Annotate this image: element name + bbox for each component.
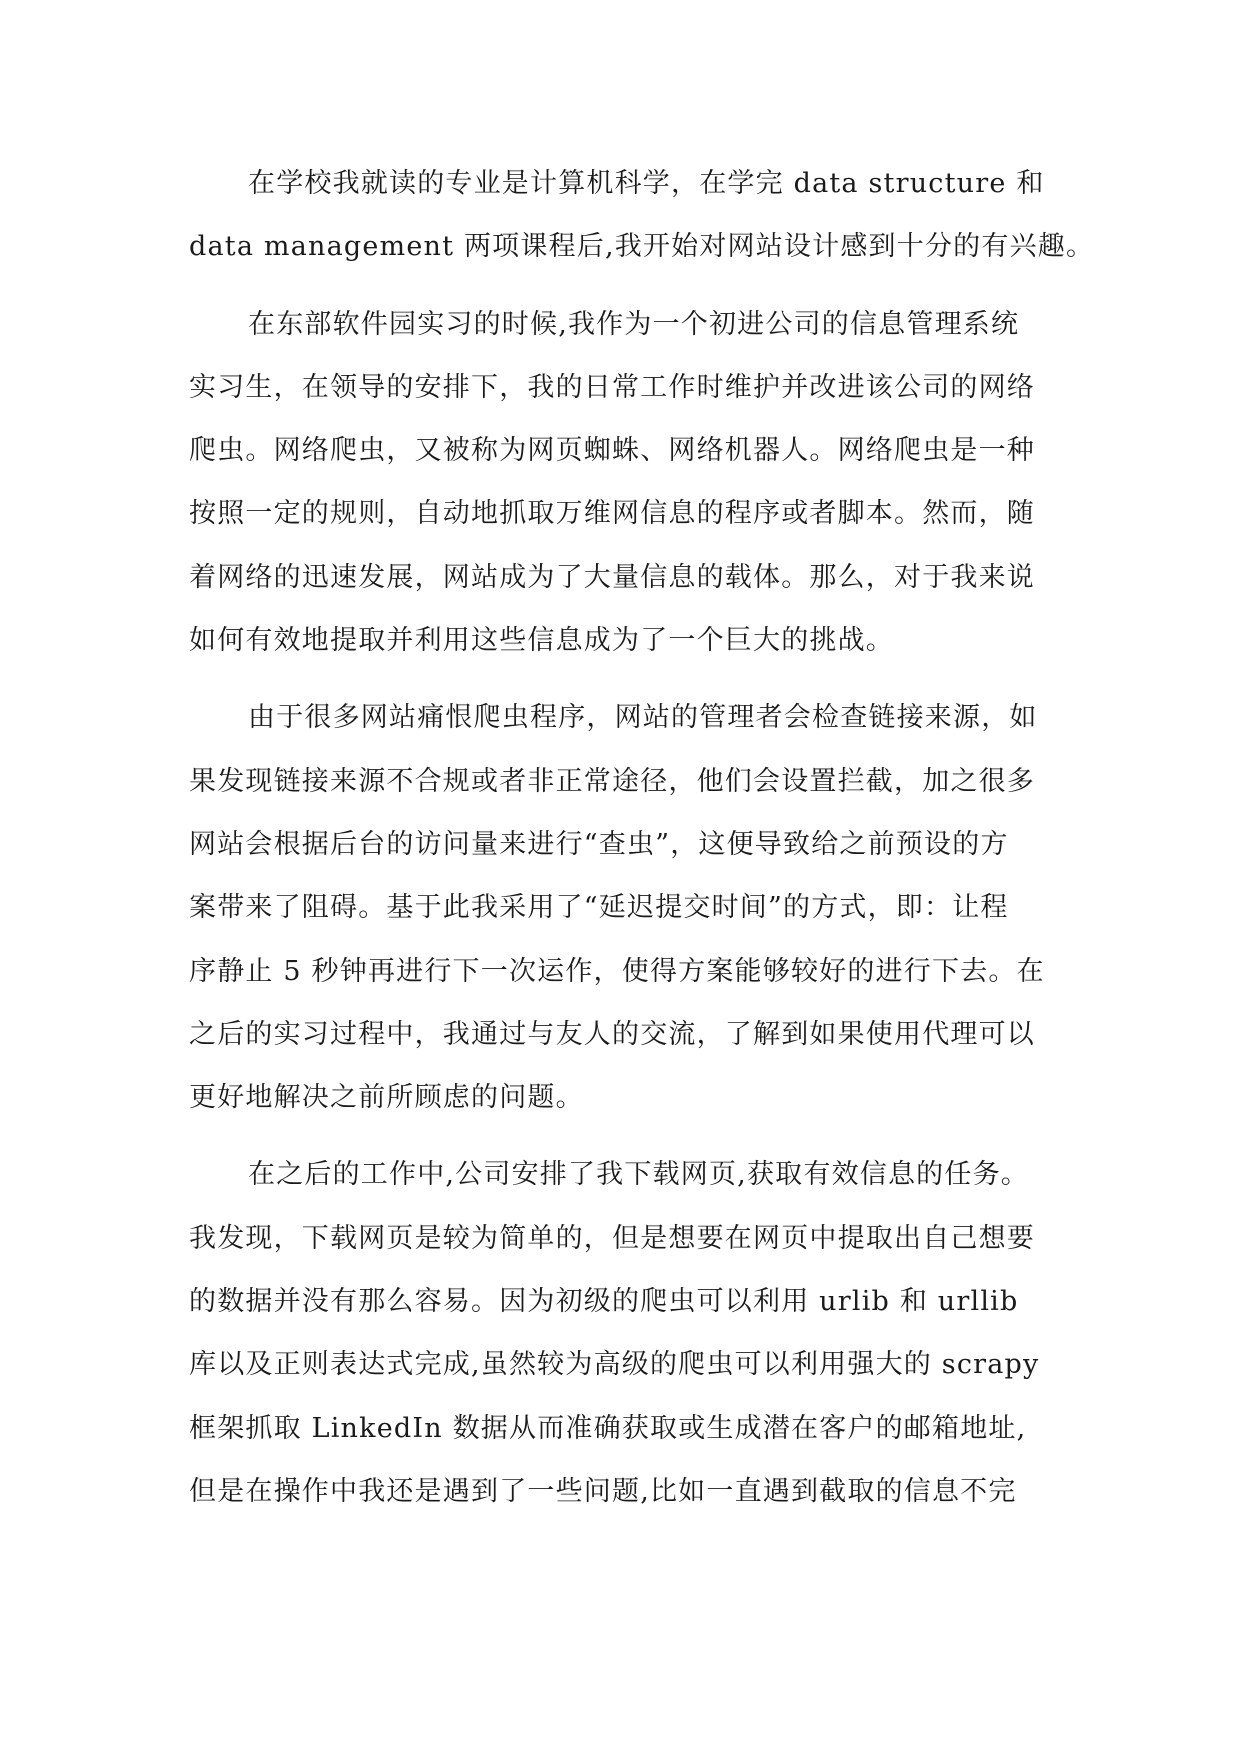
text-line: 框架抓取 LinkedIn 数据从而准确获取或生成潜在客户的邮箱地址, (189, 1412, 1027, 1444)
text-line: 爬虫。网络爬虫，又被称为网页蜘蛛、网络机器人。网络爬虫是一种 (189, 435, 1035, 467)
text-line: 序静止 5 秒钟再进行下一次运作，使得方案能够较好的进行下去。在 (189, 955, 1045, 987)
text-line: 在之后的工作中,公司安排了我下载网页,获取有效信息的任务。 (248, 1159, 1029, 1191)
paragraph-4 (189, 1143, 1049, 1523)
paragraph-3 (189, 686, 1049, 1129)
document-body (189, 152, 1095, 1537)
text-line: 但是在操作中我还是遇到了一些问题,比如一直遇到截取的信息不完 (189, 1475, 1017, 1507)
text-line: 在学校我就读的专业是计算机科学，在学完 data structure 和 (248, 168, 1045, 199)
text-line: 网站会根据后台的访问量来进行“查虫”，这便导致给之前预设的方 (189, 828, 1009, 860)
text-line: 实习生，在领导的安排下，我的日常工作时维护并改进该公司的网络 (189, 371, 1035, 403)
text-line: 果发现链接来源不合规或者非正常途径，他们会设置拦截，加之很多 (189, 765, 1035, 797)
text-line: 如何有效地提取并利用这些信息成为了一个巨大的挑战。 (189, 625, 894, 657)
paragraph-2 (189, 293, 1049, 673)
text-line: 更好地解决之前所顾虑的问题。 (189, 1082, 584, 1114)
text-line: data management 两项课程后,我开始对网站设计感到十分的有兴趣。 (189, 231, 1095, 263)
text-line: 在东部软件园实习的时候,我作为一个初进公司的信息管理系统 (248, 308, 1020, 340)
text-line: 着网络的迅速发展，网站成为了大量信息的载体。那么，对于我来说 (189, 561, 1035, 593)
text-line: 之后的实习过程中，我通过与友人的交流，了解到如果使用代理可以 (189, 1018, 1035, 1050)
text-line: 由于很多网站痛恨爬虫程序，网站的管理者会检查链接来源，如 (248, 702, 1038, 734)
text-line: 案带来了阻碍。基于此我采用了“延迟提交时间”的方式，即：让程 (189, 892, 1009, 924)
text-line: 按照一定的规则，自动地抓取万维网信息的程序或者脚本。然而，随 (189, 498, 1035, 530)
text-line: 我发现，下载网页是较为简单的，但是想要在网页中提取出自己想要 (189, 1222, 1035, 1254)
paragraph-1 (189, 152, 1095, 279)
text-line: 的数据并没有那么容易。因为初级的爬虫可以利用 urlib 和 urllib (189, 1286, 1019, 1318)
text-line: 库以及正则表达式完成,虽然较为高级的爬虫可以利用强大的 scrapy (189, 1349, 1040, 1381)
